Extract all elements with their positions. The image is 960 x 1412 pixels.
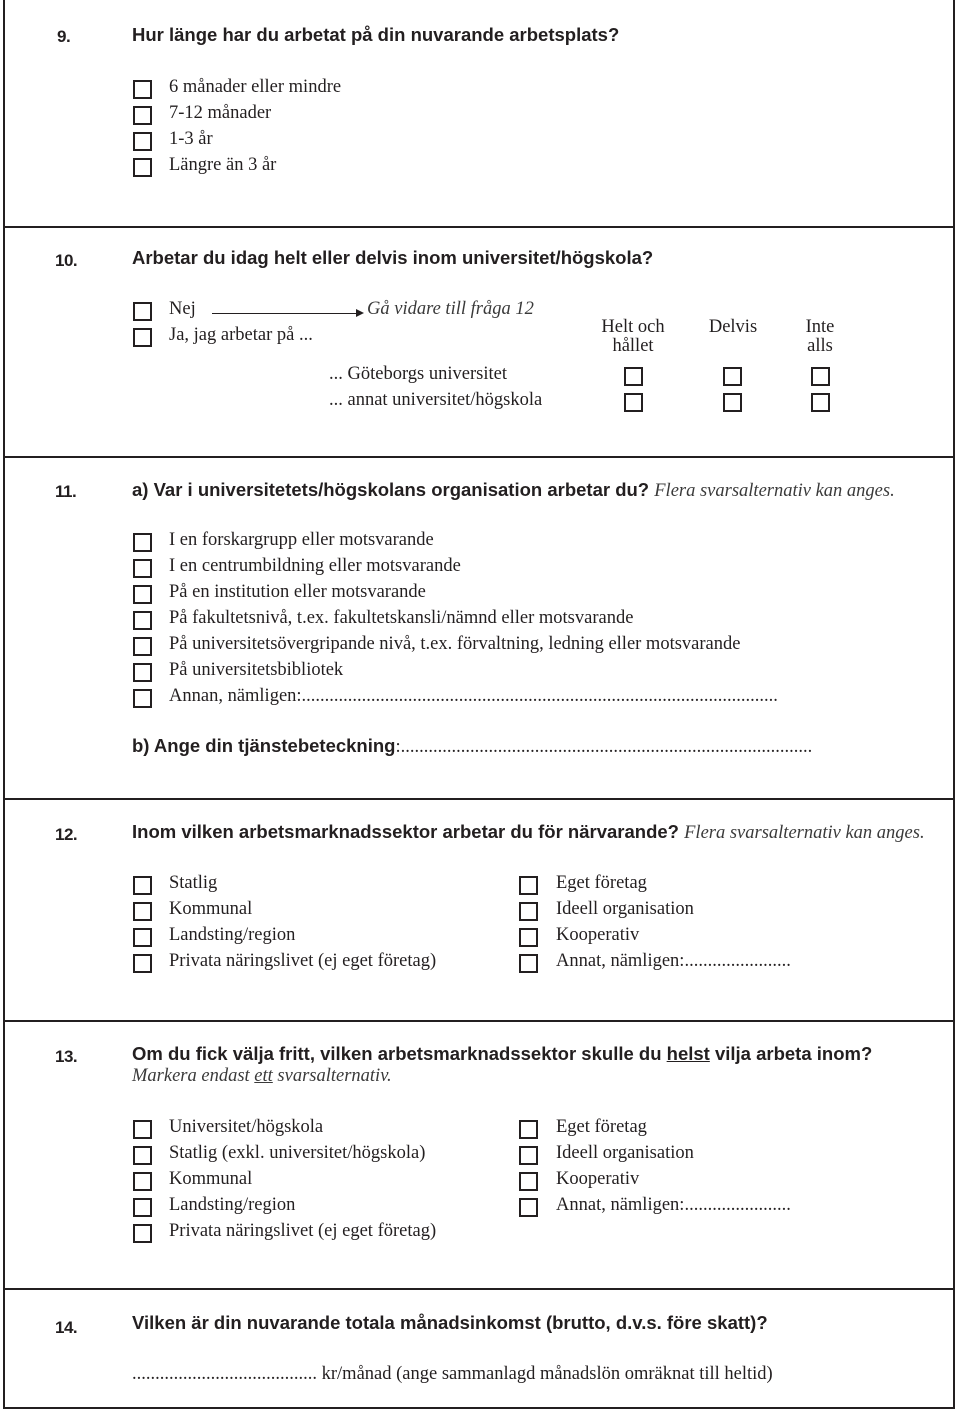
question-text [132,1043,872,1065]
checkbox[interactable] [133,637,152,656]
column-header-partial: Delvis [708,317,758,337]
checkbox[interactable] [133,1120,152,1139]
column-header-none [780,318,860,356]
checkbox[interactable] [519,1198,538,1217]
option-label: Kooperativ [556,925,640,945]
checkbox[interactable] [519,1120,538,1139]
question-text: Vilken är din nuvarande totala månadsinkomst (brutto, d.v.s. före skatt)? [132,1312,768,1333]
checkbox[interactable] [133,1198,152,1217]
hint-emphasis: ett [254,1066,273,1086]
question-number: 12. [55,825,78,844]
checkbox[interactable] [133,106,152,125]
checkbox[interactable] [133,80,152,99]
checkbox[interactable] [133,1172,152,1191]
section-divider [3,798,955,800]
option-label: Nej [169,299,196,319]
question-text [132,479,895,502]
column-header-line: hållet [612,336,654,356]
question-number: 13. [55,1047,78,1066]
question-number: 11. [55,482,77,501]
option-label: Privata näringslivet (ej eget företag) [169,951,437,971]
checkbox[interactable] [133,533,152,552]
option-label: Statlig (exkl. universitet/högskola) [169,1143,426,1163]
question-text: Hur länge har du arbetat på din nuvarande arbetsplats? [132,24,620,45]
question-text: Arbetar du idag helt eller delvis inom universitet/högskola? [132,247,654,268]
section-divider [3,456,955,458]
option-label: Landsting/region [169,1195,296,1215]
hint-text: Flera svarsalternativ kan anges. [654,481,895,501]
checkbox[interactable] [519,954,538,973]
question-text [132,821,925,844]
section-divider [3,1020,955,1022]
section-divider [3,1288,955,1290]
hint-part: svarsalternativ. [272,1066,392,1086]
checkbox[interactable] [624,393,643,412]
option-label: 1-3 år [169,129,213,149]
option-label: Kommunal [169,1169,253,1189]
checkbox[interactable] [624,367,643,386]
checkbox[interactable] [811,367,830,386]
checkbox[interactable] [519,902,538,921]
option-label: 6 månader eller mindre [169,77,342,97]
column-header-full [583,318,683,356]
column-header-line: Helt och [601,317,665,337]
checkbox[interactable] [519,876,538,895]
checkbox[interactable] [133,902,152,921]
option-label: Eget företag [556,873,647,893]
question-text-a: a) Var i universitetets/högskolans organisation arbetar du? [132,479,650,500]
column-header-line: Inte [805,317,835,337]
question-text-b [132,735,940,758]
option-label: På en institution eller motsvarande [169,582,426,602]
option-label: Kommunal [169,899,253,919]
checkbox[interactable] [519,1146,538,1165]
checkbox[interactable] [133,689,152,708]
option-label: I en centrumbildning eller motsvarande [169,556,461,576]
column-header-line: alls [807,336,833,356]
checkbox[interactable] [133,559,152,578]
option-label: Statlig [169,873,218,893]
checkbox[interactable] [811,393,830,412]
checkbox[interactable] [133,928,152,947]
checkbox[interactable] [519,1172,538,1191]
hint-text [132,1066,392,1087]
checkbox[interactable] [133,585,152,604]
arrow-icon [212,313,362,314]
checkbox[interactable] [723,367,742,386]
option-label: Ideell organisation [556,899,694,919]
row-label: ... Göteborgs universitet [329,364,507,384]
option-label: Eget företag [556,1117,647,1137]
checkbox[interactable] [133,876,152,895]
option-label: Kooperativ [556,1169,640,1189]
checkbox[interactable] [133,1146,152,1165]
question-part: vilja arbeta inom? [709,1043,873,1064]
hint-part: Markera endast [132,1066,255,1086]
checkbox[interactable] [133,1224,152,1243]
option-label-other[interactable]: Annat, nämligen:....................... [556,951,791,971]
question-number: 9. [57,27,71,46]
question-b-label: b) Ange din tjänstebeteckning [132,735,396,756]
hint-text: Flera svarsalternativ kan anges. [684,823,925,843]
option-label: 7-12 månader [169,103,272,123]
question-number: 14. [55,1318,78,1337]
checkbox-no[interactable] [133,302,152,321]
option-label: Privata näringslivet (ej eget företag) [169,1221,437,1241]
checkbox[interactable] [133,132,152,151]
option-label-other[interactable]: Annat, nämligen:....................... [556,1195,791,1215]
question-number: 10. [55,251,78,270]
checkbox-yes[interactable] [133,328,152,347]
option-label: På universitetsövergripande nivå, t.ex. förvaltning, ledning eller motsvarande [169,634,741,654]
question-main: Inom vilken arbetsmarknadssektor arbetar du för närvarande? [132,821,679,842]
option-label: Längre än 3 år [169,155,277,175]
option-label: På universitetsbibliotek [169,660,344,680]
checkbox[interactable] [133,954,152,973]
skip-instruction: Gå vidare till fråga 12 [367,299,534,319]
answer-line[interactable]: :......................................................................................... [395,737,813,757]
option-label: Ideell organisation [556,1143,694,1163]
option-label: I en forskargrupp eller motsvarande [169,530,434,550]
checkbox[interactable] [723,393,742,412]
question-emphasis: helst [666,1043,710,1064]
option-label: Ja, jag arbetar på ... [169,325,313,345]
checkbox[interactable] [519,928,538,947]
option-label: Universitet/högskola [169,1117,324,1137]
row-label: ... annat universitet/högskola [329,390,543,410]
checkbox[interactable] [133,611,152,630]
option-label-other[interactable]: Annan, nämligen:....................................................................................................... [169,686,778,706]
option-label: Landsting/region [169,925,296,945]
question-part: Om du fick välja fritt, vilken arbetsmarknadssektor skulle du [132,1043,667,1064]
section-divider [3,226,955,228]
income-answer-line[interactable]: ........................................ kr/månad (ange sammanlagd månadslön omräknat till heltid) [132,1364,773,1384]
checkbox[interactable] [133,158,152,177]
option-label: På fakultetsnivå, t.ex. fakultetskansli/nämnd eller motsvarande [169,608,634,628]
checkbox[interactable] [133,663,152,682]
